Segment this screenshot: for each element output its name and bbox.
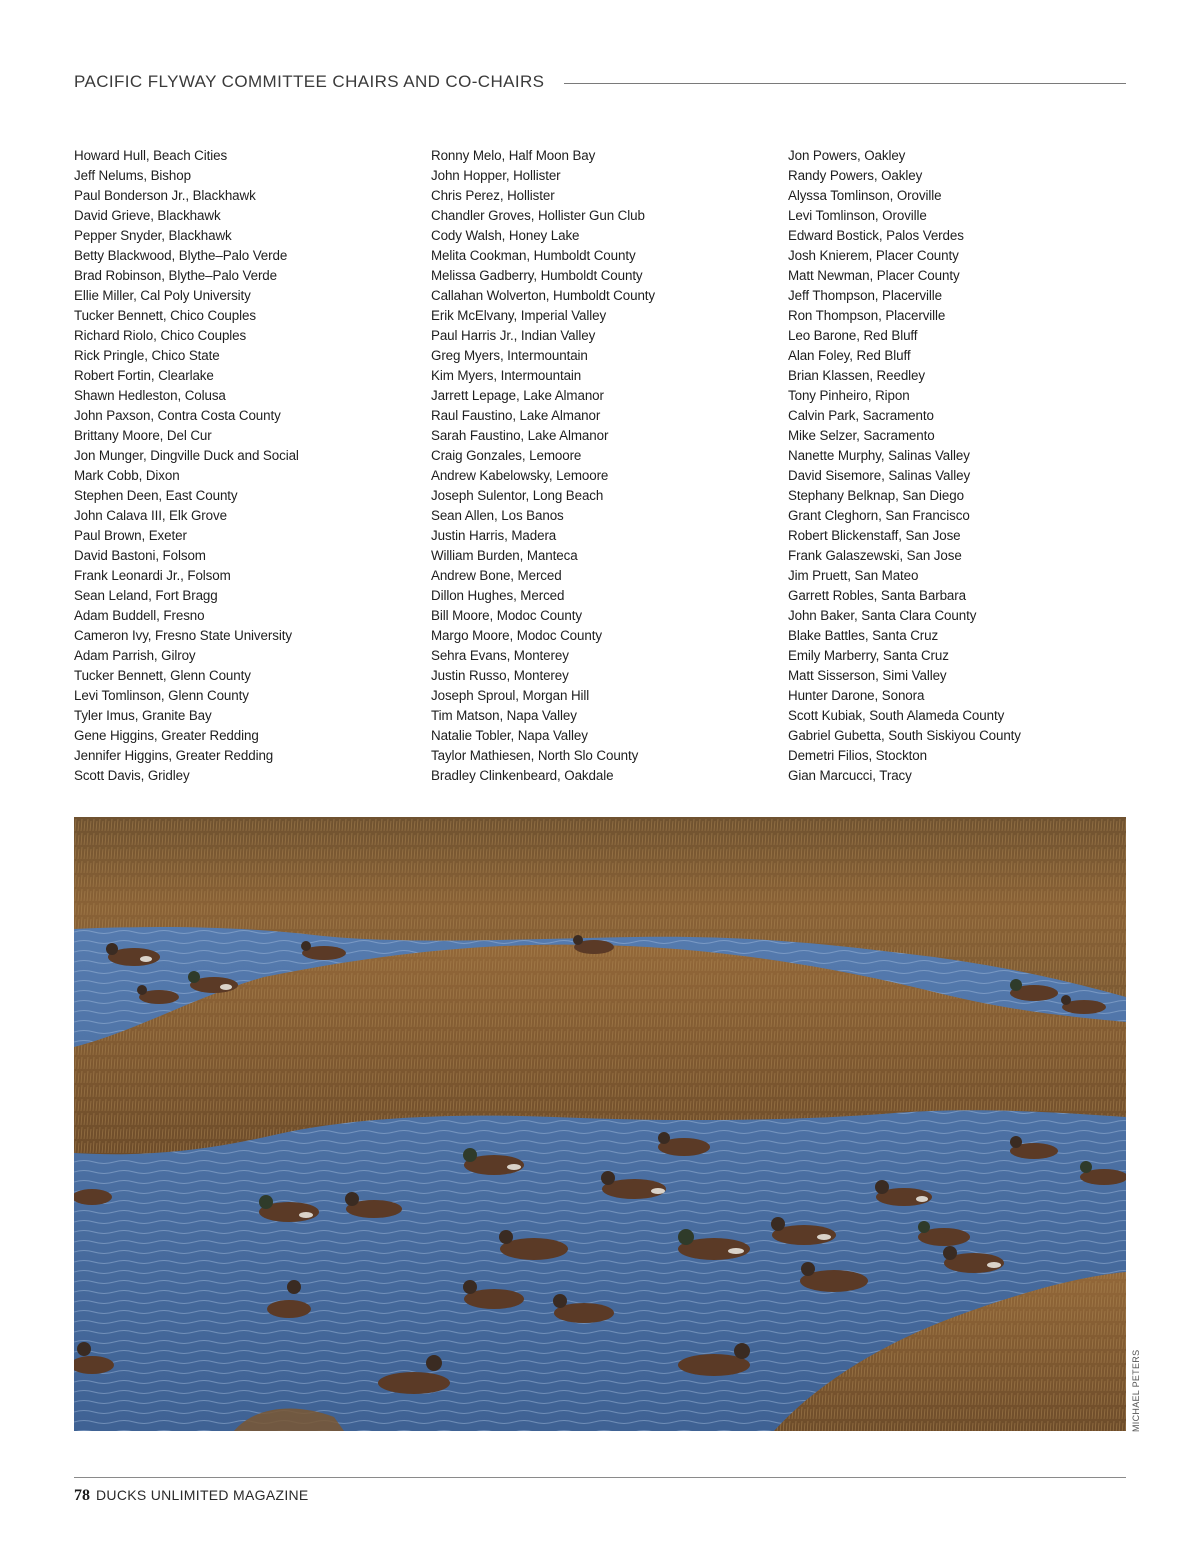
committee-member: Sean Leland, Fort Bragg	[74, 588, 218, 603]
wetland-ducks-photo	[74, 817, 1126, 1431]
committee-member: John Calava III, Elk Grove	[74, 508, 227, 523]
committee-member: Rick Pringle, Chico State	[74, 348, 220, 363]
committee-member: Betty Blackwood, Blythe–Palo Verde	[74, 248, 288, 263]
committee-member: Margo Moore, Modoc County	[431, 628, 602, 643]
committee-member: Chris Perez, Hollister	[431, 188, 555, 203]
name-column-3	[788, 146, 1021, 786]
committee-member: Joseph Sulentor, Long Beach	[431, 488, 604, 503]
committee-member: Jennifer Higgins, Greater Redding	[74, 748, 274, 763]
committee-member: Bradley Clinkenbeard, Oakdale	[431, 768, 614, 783]
committee-member: Gene Higgins, Greater Redding	[74, 728, 259, 743]
committee-member: Jeff Nelums, Bishop	[74, 168, 191, 183]
committee-member: Raul Faustino, Lake Almanor	[431, 408, 601, 423]
committee-member: Brad Robinson, Blythe–Palo Verde	[74, 268, 278, 283]
committee-member: Jon Munger, Dingville Duck and Social	[74, 448, 299, 463]
committee-member: Natalie Tobler, Napa Valley	[431, 728, 588, 743]
committee-member: Demetri Filios, Stockton	[788, 748, 927, 763]
committee-member: Paul Brown, Exeter	[74, 528, 187, 543]
committee-member: Frank Leonardi Jr., Folsom	[74, 568, 231, 583]
committee-member: Dillon Hughes, Merced	[431, 588, 565, 603]
page-footer	[74, 1487, 309, 1505]
committee-member: Andrew Bone, Merced	[431, 568, 562, 583]
committee-member: Craig Gonzales, Lemoore	[431, 448, 582, 463]
committee-member: Josh Knierem, Placer County	[788, 248, 959, 263]
committee-member: Grant Cleghorn, San Francisco	[788, 508, 970, 523]
committee-member: Bill Moore, Modoc County	[431, 608, 582, 623]
committee-member: Tyler Imus, Granite Bay	[74, 708, 212, 723]
committee-member: Paul Bonderson Jr., Blackhawk	[74, 188, 256, 203]
committee-member: Tucker Bennett, Glenn County	[74, 668, 251, 683]
committee-member: Robert Fortin, Clearlake	[74, 368, 214, 383]
committee-member: David Grieve, Blackhawk	[74, 208, 221, 223]
committee-member: Stephen Deen, East County	[74, 488, 238, 503]
committee-member: Melita Cookman, Humboldt County	[431, 248, 636, 263]
committee-member: Jeff Thompson, Placerville	[788, 288, 942, 303]
committee-member: Pepper Snyder, Blackhawk	[74, 228, 232, 243]
committee-member: Matt Sisserson, Simi Valley	[788, 668, 947, 683]
committee-member: Garrett Robles, Santa Barbara	[788, 588, 966, 603]
committee-member: Randy Powers, Oakley	[788, 168, 923, 183]
committee-member: Howard Hull, Beach Cities	[74, 148, 228, 163]
committee-member: Kim Myers, Intermountain	[431, 368, 582, 383]
committee-member: Alan Foley, Red Bluff	[788, 348, 911, 363]
committee-member: Andrew Kabelowsky, Lemoore	[431, 468, 609, 483]
committee-member: Gabriel Gubetta, South Siskiyou County	[788, 728, 1021, 743]
committee-member: Joseph Sproul, Morgan Hill	[431, 688, 590, 703]
committee-member: Sean Allen, Los Banos	[431, 508, 564, 523]
committee-member: Chandler Groves, Hollister Gun Club	[431, 208, 645, 223]
committee-member: Scott Davis, Gridley	[74, 768, 190, 783]
committee-member: Tony Pinheiro, Ripon	[788, 388, 910, 403]
committee-member: Tucker Bennett, Chico Couples	[74, 308, 256, 323]
committee-member: Sehra Evans, Monterey	[431, 648, 569, 663]
committee-member: Cameron Ivy, Fresno State University	[74, 628, 292, 643]
committee-member: Brittany Moore, Del Cur	[74, 428, 212, 443]
committee-member: Greg Myers, Intermountain	[431, 348, 588, 363]
page-header	[74, 70, 1126, 94]
committee-member: Adam Parrish, Gilroy	[74, 648, 196, 663]
committee-member: Nanette Murphy, Salinas Valley	[788, 448, 970, 463]
committee-member: Edward Bostick, Palos Verdes	[788, 228, 964, 243]
committee-member: John Baker, Santa Clara County	[788, 608, 977, 623]
committee-member: Adam Buddell, Fresno	[74, 608, 205, 623]
committee-member: Mike Selzer, Sacramento	[788, 428, 935, 443]
header-divider	[564, 83, 1126, 84]
committee-member: Ron Thompson, Placerville	[788, 308, 946, 323]
committee-member: William Burden, Manteca	[431, 548, 578, 563]
committee-member: Scott Kubiak, South Alameda County	[788, 708, 1005, 723]
committee-member: David Sisemore, Salinas Valley	[788, 468, 971, 483]
footer-divider	[74, 1477, 1126, 1478]
committee-member: Ronny Melo, Half Moon Bay	[431, 148, 596, 163]
committee-member: Blake Battles, Santa Cruz	[788, 628, 939, 643]
committee-member: Tim Matson, Napa Valley	[431, 708, 577, 723]
magazine-name: DUCKS UNLIMITED MAGAZINE	[96, 1487, 309, 1503]
committee-member: Robert Blickenstaff, San Jose	[788, 528, 961, 543]
section-title: PACIFIC FLYWAY COMMITTEE CHAIRS AND CO-CHAIRS	[74, 72, 545, 91]
committee-member: Stephany Belknap, San Diego	[788, 488, 964, 503]
committee-member: Levi Tomlinson, Glenn County	[74, 688, 249, 703]
committee-member: Jon Powers, Oakley	[788, 148, 906, 163]
photo-illustration	[74, 817, 1126, 1431]
committee-member: Melissa Gadberry, Humboldt County	[431, 268, 643, 283]
committee-member: Jim Pruett, San Mateo	[788, 568, 919, 583]
committee-member: Justin Harris, Madera	[431, 528, 557, 543]
committee-member: Emily Marberry, Santa Cruz	[788, 648, 949, 663]
committee-member: Cody Walsh, Honey Lake	[431, 228, 580, 243]
committee-member: Shawn Hedleston, Colusa	[74, 388, 226, 403]
committee-member: David Bastoni, Folsom	[74, 548, 206, 563]
committee-member: Gian Marcucci, Tracy	[788, 768, 912, 783]
committee-member: Matt Newman, Placer County	[788, 268, 960, 283]
committee-member: Alyssa Tomlinson, Oroville	[788, 188, 942, 203]
name-column-1	[74, 146, 299, 786]
committee-member: Erik McElvany, Imperial Valley	[431, 308, 607, 323]
page-number: 78	[74, 1487, 90, 1504]
committee-member: Frank Galaszewski, San Jose	[788, 548, 962, 563]
committee-member: Mark Cobb, Dixon	[74, 468, 180, 483]
committee-member: Calvin Park, Sacramento	[788, 408, 934, 423]
committee-member: Levi Tomlinson, Oroville	[788, 208, 927, 223]
committee-member: Justin Russo, Monterey	[431, 668, 569, 683]
committee-member: Callahan Wolverton, Humboldt County	[431, 288, 656, 303]
committee-member: Paul Harris Jr., Indian Valley	[431, 328, 596, 343]
committee-member: Jarrett Lepage, Lake Almanor	[431, 388, 604, 403]
committee-member: Taylor Mathiesen, North Slo County	[431, 748, 639, 763]
committee-member: Sarah Faustino, Lake Almanor	[431, 428, 609, 443]
photo-credit: MICHAEL PETERS	[1131, 1349, 1141, 1432]
committee-member: Richard Riolo, Chico Couples	[74, 328, 247, 343]
committee-member: Leo Barone, Red Bluff	[788, 328, 918, 343]
name-column-2	[431, 146, 655, 786]
committee-member: Brian Klassen, Reedley	[788, 368, 925, 383]
committee-member: Ellie Miller, Cal Poly University	[74, 288, 251, 303]
committee-member: John Paxson, Contra Costa County	[74, 408, 281, 423]
committee-member: Hunter Darone, Sonora	[788, 688, 925, 703]
committee-member: John Hopper, Hollister	[431, 168, 561, 183]
